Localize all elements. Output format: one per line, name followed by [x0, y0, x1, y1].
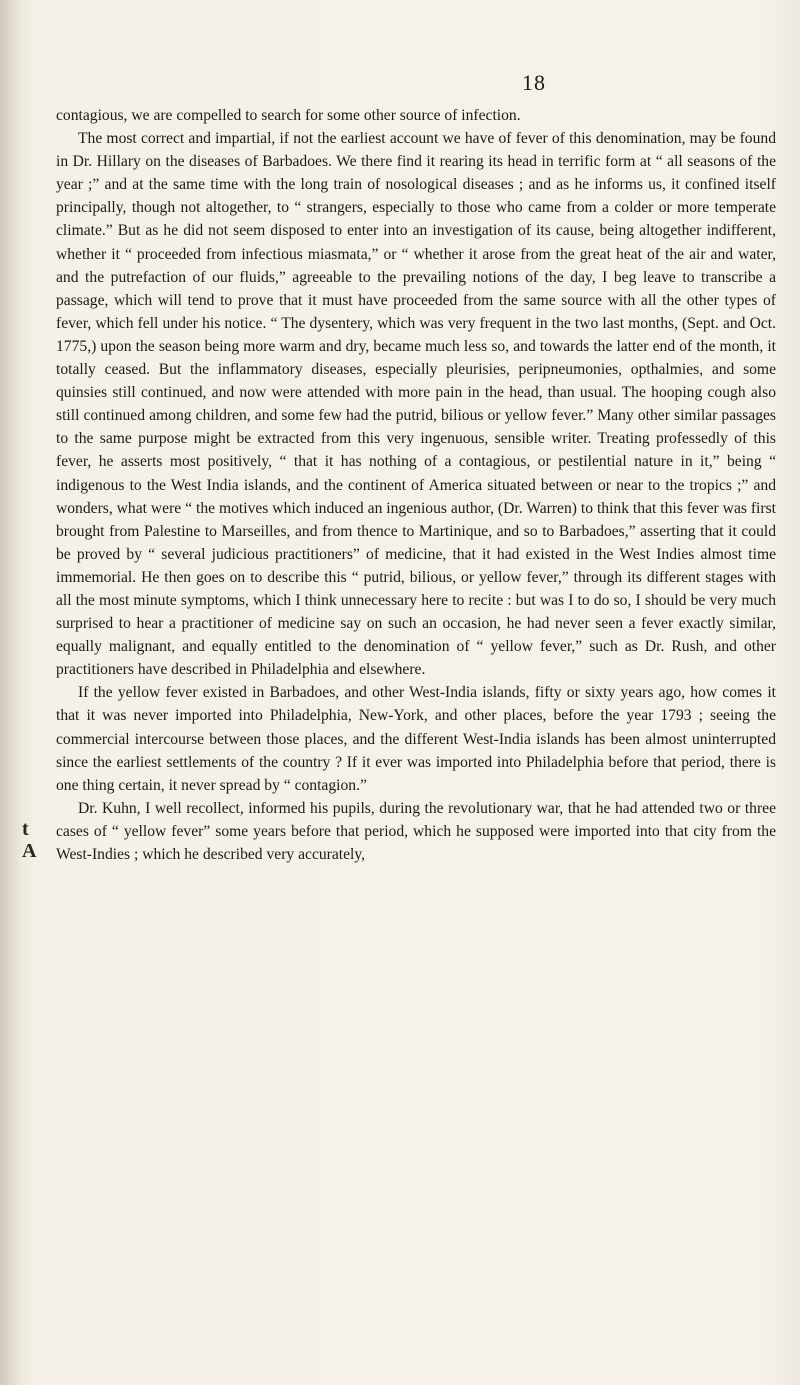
paragraph-hillary-account: The most correct and impartial, if not the earliest account we have of fever of this denomination, may be found in Dr. Hillary on the diseases of Barbadoes. We there find it rearing its head in terrific form at “ all seasons of the year ;” and at the same time with the long train of nosological diseases ; and as he informs us, it confined itself principally, though not altogether, to “ strangers, especially to those who came from a colder or more temperate climate.” But as he did not seem disposed to enter into an investigation of its cause, being altogether indifferent, whether it “ proceeded from infectious miasmata,” or “ whether it arose from the great heat of the air and water, and the putrefaction of our fluids,” agreeable to the prevailing notions of the day, I beg leave to transcribe a passage, which will tend to prove that it must have proceeded from the same source with all the other types of fever, which fell under his notice. “ The dysentery, which was very frequent in the two last months, (Sept. and Oct. 1775,) upon the season being more warm and dry, became much less so, and towards the latter end of the month, it totally ceased. But the inflammatory diseases, especially pleurisies, peripneumonies, opthalmies, and some quinsies still continued, and now were attended with more pain in the head, than usual. The hooping cough also still continued among children, and some few had the putrid, bilious or yellow fever.” Many other similar passages to the same purpose might be extracted from this very ingenuous, sensible writer. Treating professedly of this fever, he asserts most positively, “ that it has nothing of a contagious, or pestilential nature in it,” being “ indigenous to the West India islands, and the continent of America situated between or near to the tropics ;” and wonders, what were “ the motives which induced an ingenious author, (Dr. Warren) to think that this fever was first brought from Palestine to Marseilles, and from thence to Martinique, and so to Barbadoes,” asserting that it could be proved by “ several judicious practitioners” of medicine, that it had existed in the West Indies almost time immemorial. He then goes on to describe this “ putrid, bilious, or yellow fever,” through its different stages with all the most minute symptoms, which I think unnecessary here to recite : but was I to do so, I should be very much surprised to hear a practitioner of medicine say on such an occasion, he had never seen a fever exactly similar, equally malignant, and equally entitled to the denomination of “ yellow fever,” such as Dr. Rush, and other practitioners have described in Philadelphia and elsewhere. — [56, 130, 776, 679]
paragraph-importation-question: If the yellow fever existed in Barbadoes, and other West-India islands, fifty or sixty years ago, how comes it that it was never imported into Philadelphia, New-York, and other places, before the year 1793 ; seeing the commercial intercourse between those places, and the different West-India islands has been almost uninterrupted since the earliest settlements of the country ? If it ever was imported into Philadelphia before that period, there is one thing certain, it never spread by “ contagion.” — [56, 684, 776, 794]
paragraph-continuation: contagious, we are compelled to search for some other source of infection. — [56, 107, 521, 124]
margin-mark-a: A — [22, 840, 37, 862]
page-binding-shadow — [0, 0, 22, 1385]
body-text — [56, 104, 776, 866]
paragraph-dr-kuhn: Dr. Kuhn, I well recollect, informed his pupils, during the revolutionary war, that he had attended two or three cases of “ yellow fever” some years before that period, which he supposed were imported into that city from the West-Indies ; which he described very accurately, — [56, 799, 776, 863]
margin-mark-t: t — [22, 818, 29, 840]
page-number: 18 — [522, 70, 546, 95]
